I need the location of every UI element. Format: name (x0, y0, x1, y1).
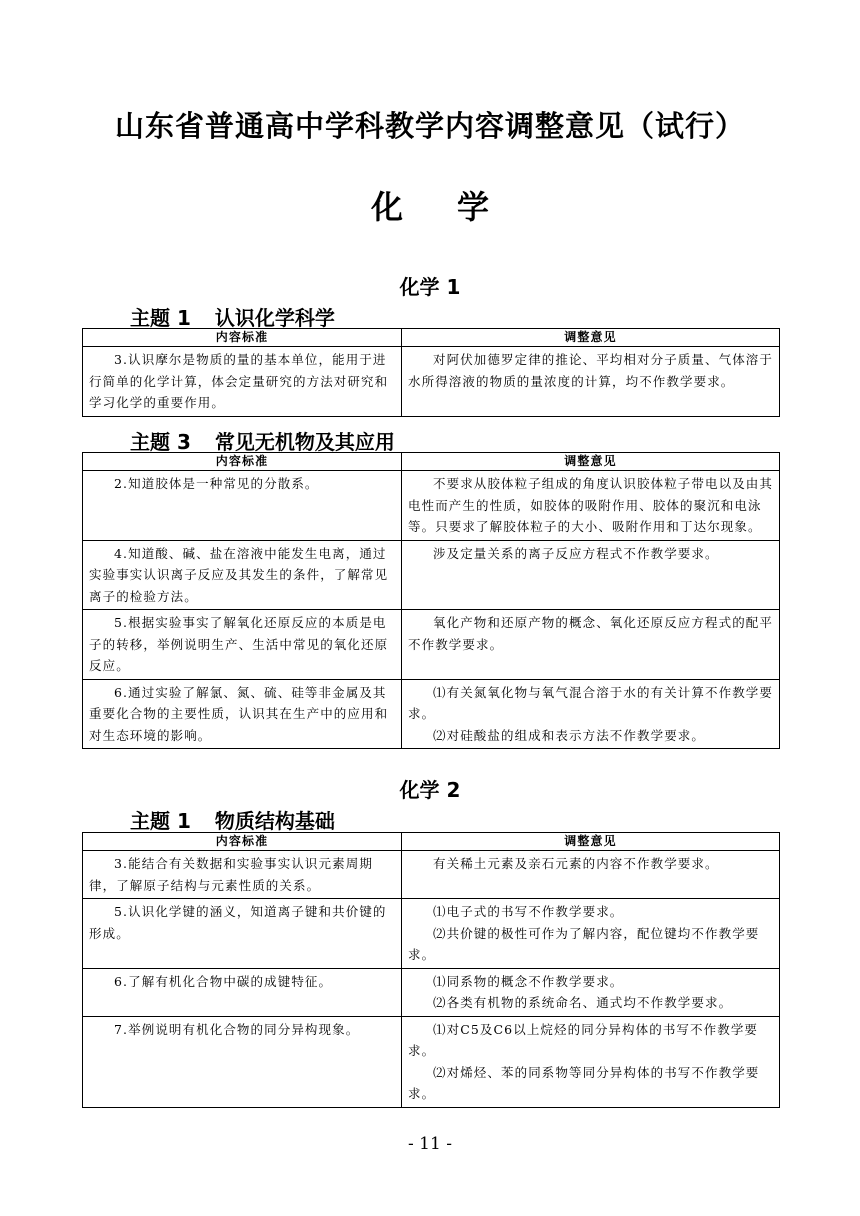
table-row (83, 471, 780, 541)
opinion-cell: 不要求从胶体粒子组成的角度认识胶体粒子带电以及由其电性而产生的性质，如胶体的吸附作用、胶体的聚沉和电泳等。只要求了解胶体粒子的大小、吸附作用和丁达尔现象。 (402, 471, 780, 541)
opinion-cell: 涉及定量关系的离子反应方程式不作教学要求。 (402, 540, 780, 610)
table-row (83, 968, 780, 1016)
opinion-cell: ⑴对C5及C6以上烷烃的同分异构体的书写不作教学要求。 ⑵对烯烃、苯的同系物等同分异构体的书写不作教学要求。 (402, 1016, 780, 1107)
topic-name: 认识化学科学 (214, 306, 335, 330)
header-opinion: 调整意见 (402, 329, 780, 347)
standard-cell: 4.知道酸、碱、盐在溶液中能发生电离，通过实验事实认识离子反应及其发生的条件，了解常见离子的检验方法。 (83, 540, 402, 610)
topic-name: 常见无机物及其应用 (214, 430, 395, 454)
table-row (83, 851, 780, 899)
standard-cell: 2.知道胶体是一种常见的分散系。 (83, 471, 402, 541)
standard-cell: 3.认识摩尔是物质的量的基本单位，能用于进行简单的化学计算，体会定量研究的方法对研究和学习化学的重要作用。 (83, 347, 402, 417)
standard-cell: 6.了解有机化合物中碳的成键特征。 (83, 968, 402, 1016)
document-title: 山东省普通高中学科教学内容调整意见（试行） (114, 109, 745, 143)
adjustment-table (82, 832, 780, 1108)
topic-heading (130, 302, 335, 331)
adjustment-table (82, 328, 780, 417)
topic-label: 主题 1 (130, 809, 191, 833)
topic-label: 主题 1 (130, 306, 191, 330)
header-opinion: 调整意见 (402, 453, 780, 471)
table-row (83, 610, 780, 680)
table-row (83, 679, 780, 749)
header-standard: 内容标准 (83, 453, 402, 471)
subject-heading: 化学 (370, 188, 543, 226)
opinion-cell: ⑴有关氮氧化物与氧气混合溶于水的有关计算不作教学要求。 ⑵对硅酸盐的组成和表示方法不作教学要求。 (402, 679, 780, 749)
opinion-cell: 有关稀土元素及亲石元素的内容不作教学要求。 (402, 851, 780, 899)
standard-cell: 6.通过实验了解氯、氮、硫、硅等非金属及其重要化合物的主要性质，认识其在生产中的应用和对生态环境的影响。 (83, 679, 402, 749)
table-row (83, 899, 780, 969)
table-header-row (83, 329, 780, 347)
header-opinion: 调整意见 (402, 833, 780, 851)
standard-cell: 3.能结合有关数据和实验事实认识元素周期律，了解原子结构与元素性质的关系。 (83, 851, 402, 899)
page-number: - 11 - (408, 1134, 452, 1154)
table-header-row (83, 453, 780, 471)
adjustment-table (82, 452, 780, 749)
table-row (83, 540, 780, 610)
opinion-cell: 氧化产物和还原产物的概念、氧化还原反应方程式的配平不作教学要求。 (402, 610, 780, 680)
part-heading: 化学 1 (399, 275, 461, 299)
opinion-cell: ⑴同系物的概念不作教学要求。 ⑵各类有机物的系统命名、通式均不作教学要求。 (402, 968, 780, 1016)
standard-cell: 7.举例说明有机化合物的同分异构现象。 (83, 1016, 402, 1107)
topic-label: 主题 3 (130, 430, 191, 454)
header-standard: 内容标准 (83, 833, 402, 851)
topic-heading (130, 805, 335, 834)
header-standard: 内容标准 (83, 329, 402, 347)
opinion-cell: 对阿伏加德罗定律的推论、平均相对分子质量、气体溶于水所得溶液的物质的量浓度的计算，均不作教学要求。 (402, 347, 780, 417)
table-row (83, 347, 780, 417)
opinion-cell: ⑴电子式的书写不作教学要求。 ⑵共价键的极性可作为了解内容，配位键均不作教学要求。 (402, 899, 780, 969)
table-header-row (83, 833, 780, 851)
part-heading: 化学 2 (399, 778, 461, 802)
topic-name: 物质结构基础 (214, 809, 335, 833)
standard-cell: 5.认识化学键的涵义，知道离子键和共价键的形成。 (83, 899, 402, 969)
standard-cell: 5.根据实验事实了解氧化还原反应的本质是电子的转移，举例说明生产、生活中常见的氧化还原反应。 (83, 610, 402, 680)
topic-heading (130, 426, 395, 455)
table-row (83, 1016, 780, 1107)
